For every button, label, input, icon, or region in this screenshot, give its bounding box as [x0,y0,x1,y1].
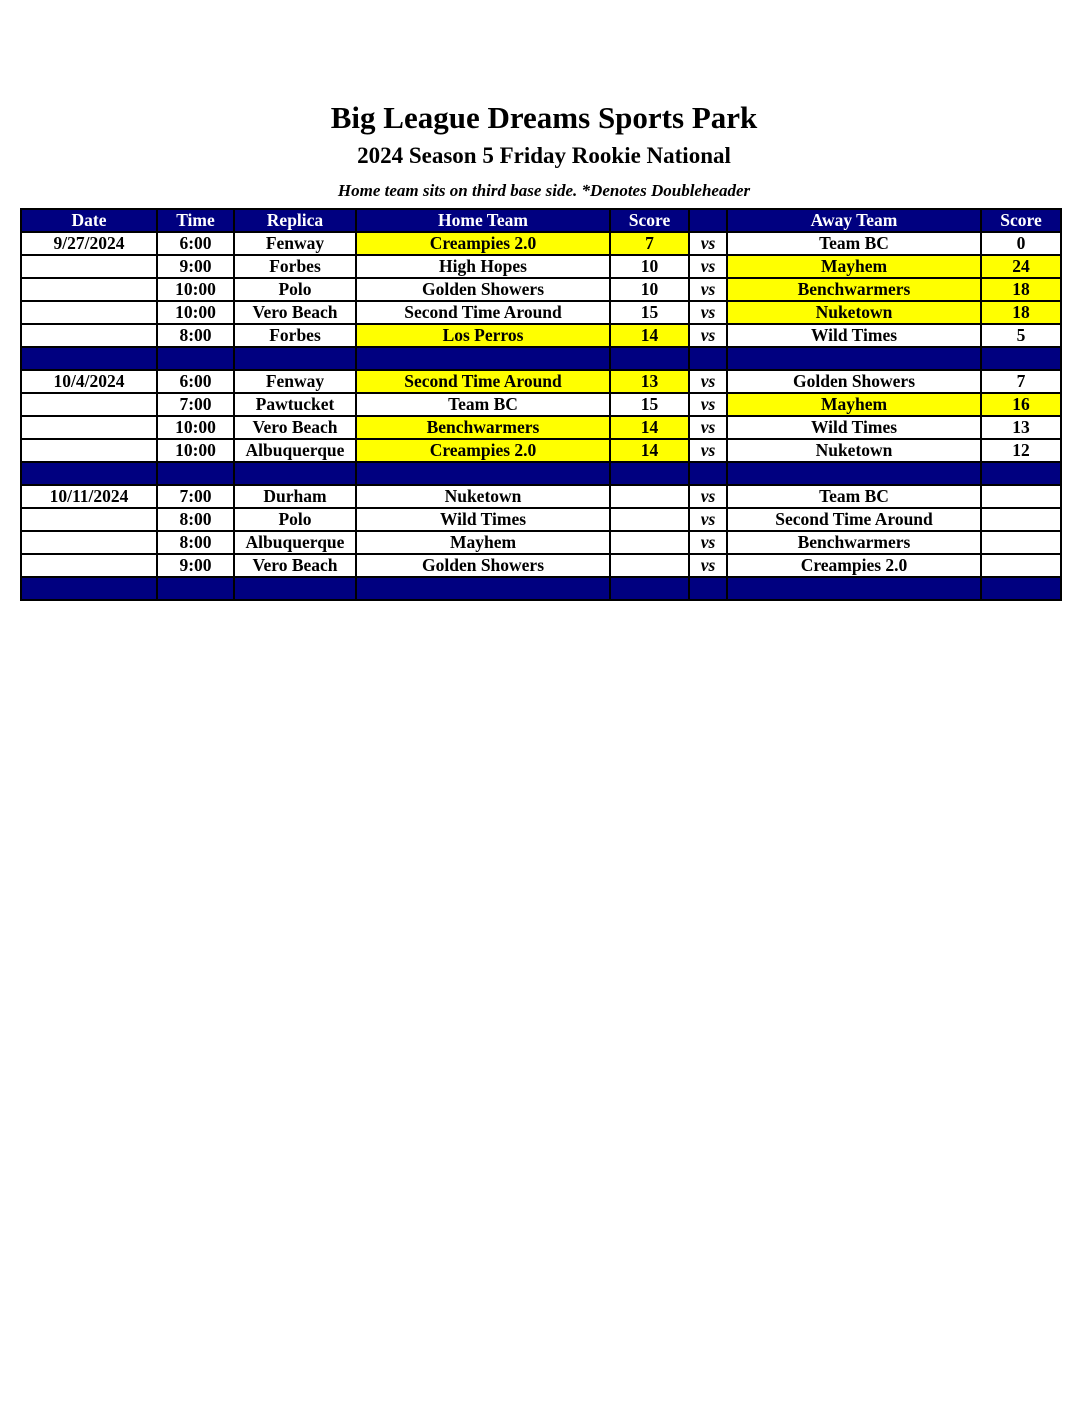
home-score-cell: 14 [610,416,689,439]
vs-cell: vs [689,531,727,554]
home-team-cell: Nuketown [356,485,610,508]
replica-cell: Albuquerque [234,439,356,462]
vs-cell: vs [689,508,727,531]
column-header-vs [689,209,727,232]
home-team-cell: Creampies 2.0 [356,232,610,255]
column-header-away-team: Away Team [727,209,981,232]
table-row [21,416,1061,439]
home-team-cell: Creampies 2.0 [356,439,610,462]
page-note: Home team sits on third base side. *Denotes Doubleheader [337,181,751,200]
date-cell [21,508,157,531]
replica-cell: Polo [234,508,356,531]
separator-cell [610,347,689,370]
home-score-cell: 14 [610,439,689,462]
away-score-cell [981,485,1061,508]
home-team-cell: Los Perros [356,324,610,347]
time-cell: 6:00 [157,232,234,255]
home-score-cell: 10 [610,278,689,301]
away-score-cell: 7 [981,370,1061,393]
separator-cell [689,577,727,600]
date-cell [21,416,157,439]
home-team-cell: Team BC [356,393,610,416]
time-cell: 8:00 [157,531,234,554]
separator-cell [981,347,1061,370]
away-score-cell: 18 [981,301,1061,324]
time-cell: 8:00 [157,324,234,347]
separator-cell [21,577,157,600]
replica-cell: Polo [234,278,356,301]
separator-cell [157,462,234,485]
page-title: Big League Dreams Sports Park [330,100,758,135]
column-header-home-score: Score [610,209,689,232]
home-team-cell: Second Time Around [356,370,610,393]
table-row [21,232,1061,255]
column-header-date: Date [21,209,157,232]
separator-row [21,462,1061,485]
home-team-cell: Wild Times [356,508,610,531]
vs-cell: vs [689,439,727,462]
away-team-cell: Creampies 2.0 [727,554,981,577]
away-team-cell: Team BC [727,232,981,255]
away-team-cell: Nuketown [727,439,981,462]
vs-cell: vs [689,278,727,301]
time-cell: 10:00 [157,301,234,324]
date-cell [21,278,157,301]
table-row [21,439,1061,462]
away-team-cell: Wild Times [727,324,981,347]
vs-cell: vs [689,301,727,324]
away-team-cell: Benchwarmers [727,278,981,301]
replica-cell: Forbes [234,255,356,278]
replica-cell: Fenway [234,370,356,393]
table-row [21,485,1061,508]
table-row [21,393,1061,416]
column-header-home-team: Home Team [356,209,610,232]
away-team-cell: Mayhem [727,393,981,416]
table-row [21,370,1061,393]
table-header-row [21,209,1061,232]
separator-cell [689,462,727,485]
home-score-cell [610,485,689,508]
separator-cell [21,462,157,485]
table-row [21,554,1061,577]
away-score-cell: 24 [981,255,1061,278]
separator-cell [234,462,356,485]
time-cell: 9:00 [157,255,234,278]
away-score-cell [981,554,1061,577]
table-row [21,324,1061,347]
separator-cell [356,577,610,600]
separator-cell [157,577,234,600]
away-score-cell: 13 [981,416,1061,439]
vs-cell: vs [689,232,727,255]
replica-cell: Durham [234,485,356,508]
home-team-cell: Golden Showers [356,554,610,577]
away-score-cell: 12 [981,439,1061,462]
table-row [21,255,1061,278]
home-team-cell: High Hopes [356,255,610,278]
vs-cell: vs [689,416,727,439]
away-score-cell [981,531,1061,554]
separator-cell [689,347,727,370]
separator-cell [727,347,981,370]
table-row [21,278,1061,301]
time-cell: 10:00 [157,416,234,439]
separator-cell [610,577,689,600]
home-score-cell: 13 [610,370,689,393]
date-cell [21,301,157,324]
away-score-cell: 0 [981,232,1061,255]
separator-cell [234,347,356,370]
replica-cell: Vero Beach [234,416,356,439]
vs-cell: vs [689,324,727,347]
vs-cell: vs [689,485,727,508]
home-team-cell: Golden Showers [356,278,610,301]
away-score-cell: 5 [981,324,1061,347]
separator-cell [157,347,234,370]
home-score-cell [610,508,689,531]
column-header-replica: Replica [234,209,356,232]
replica-cell: Forbes [234,324,356,347]
separator-cell [727,462,981,485]
separator-cell [234,577,356,600]
table-body [21,232,1061,600]
separator-row [21,577,1061,600]
separator-cell [21,347,157,370]
away-team-cell: Nuketown [727,301,981,324]
time-cell: 7:00 [157,393,234,416]
schedule-table [20,208,1062,601]
page-subtitle: 2024 Season 5 Friday Rookie National [357,143,731,168]
away-score-cell: 16 [981,393,1061,416]
table-row [21,531,1061,554]
date-cell: 10/11/2024 [21,485,157,508]
home-score-cell: 15 [610,301,689,324]
separator-cell [981,462,1061,485]
away-team-cell: Benchwarmers [727,531,981,554]
replica-cell: Fenway [234,232,356,255]
replica-cell: Vero Beach [234,554,356,577]
separator-cell [356,347,610,370]
time-cell: 9:00 [157,554,234,577]
vs-cell: vs [689,554,727,577]
away-score-cell: 18 [981,278,1061,301]
column-header-time: Time [157,209,234,232]
home-team-cell: Second Time Around [356,301,610,324]
time-cell: 10:00 [157,278,234,301]
separator-cell [356,462,610,485]
date-cell [21,439,157,462]
vs-cell: vs [689,255,727,278]
separator-row [21,347,1061,370]
time-cell: 10:00 [157,439,234,462]
replica-cell: Vero Beach [234,301,356,324]
away-team-cell: Golden Showers [727,370,981,393]
date-cell: 9/27/2024 [21,232,157,255]
date-cell [21,554,157,577]
date-cell [21,324,157,347]
home-team-cell: Mayhem [356,531,610,554]
away-score-cell [981,508,1061,531]
time-cell: 6:00 [157,370,234,393]
away-team-cell: Wild Times [727,416,981,439]
separator-cell [727,577,981,600]
away-team-cell: Second Time Around [727,508,981,531]
date-cell [21,531,157,554]
table-row [21,301,1061,324]
vs-cell: vs [689,370,727,393]
separator-cell [610,462,689,485]
replica-cell: Albuquerque [234,531,356,554]
home-score-cell [610,554,689,577]
replica-cell: Pawtucket [234,393,356,416]
home-score-cell: 15 [610,393,689,416]
time-cell: 7:00 [157,485,234,508]
separator-cell [981,577,1061,600]
vs-cell: vs [689,393,727,416]
date-cell [21,255,157,278]
home-team-cell: Benchwarmers [356,416,610,439]
date-cell: 10/4/2024 [21,370,157,393]
away-team-cell: Team BC [727,485,981,508]
time-cell: 8:00 [157,508,234,531]
column-header-away-score: Score [981,209,1061,232]
table-row [21,508,1061,531]
home-score-cell [610,531,689,554]
home-score-cell: 10 [610,255,689,278]
home-score-cell: 7 [610,232,689,255]
date-cell [21,393,157,416]
home-score-cell: 14 [610,324,689,347]
away-team-cell: Mayhem [727,255,981,278]
